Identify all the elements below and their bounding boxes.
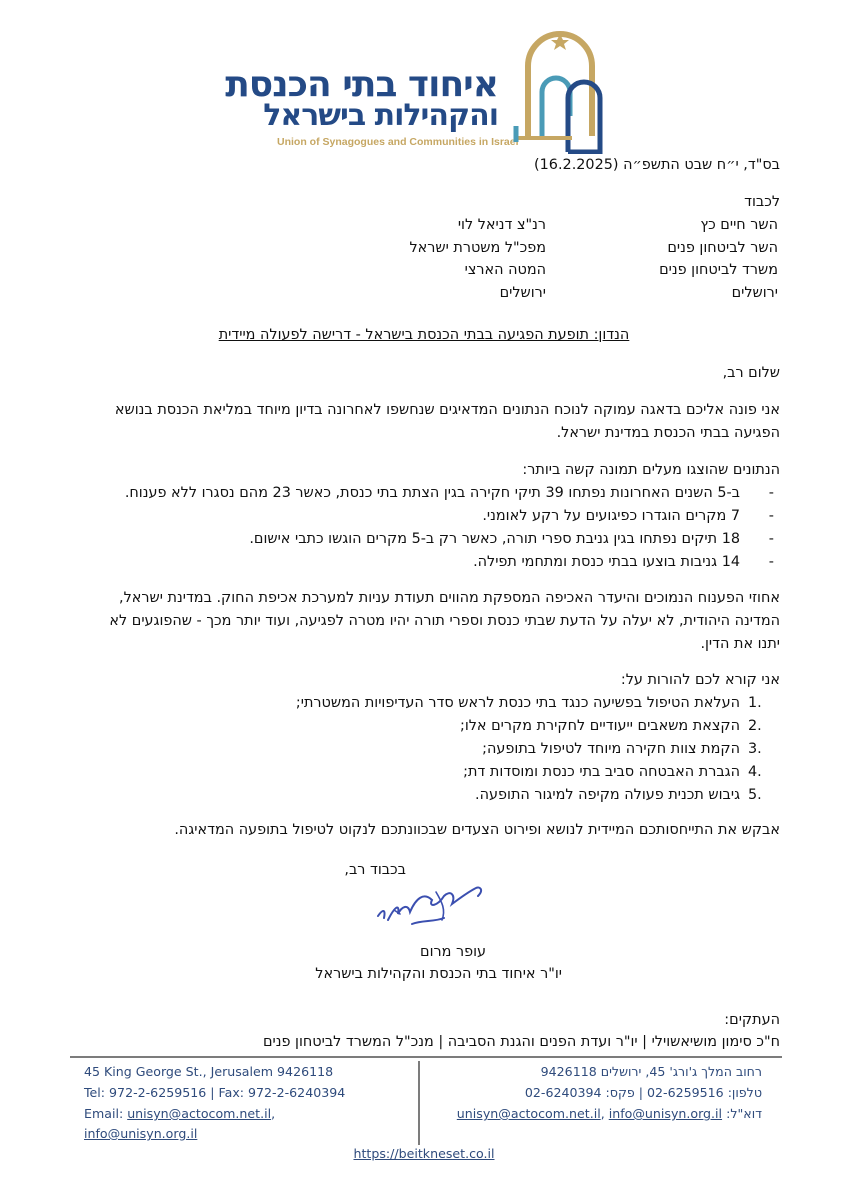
copies-label: העתקים: [724, 1012, 780, 1028]
logo-hebrew-line2: והקהילות בישראל [263, 98, 498, 133]
recipient-left-line: ירושלים [499, 285, 546, 301]
footer-phone-en: Tel: 972-2-6259516 | Fax: 972-2-6240394 [84, 1085, 346, 1100]
call-item-text: הקמת צוות חקירה מיוחד לטיפול בתופעה; [482, 741, 740, 757]
bullet-marker: - [768, 485, 774, 501]
analysis-line: יתנו את הדין. [700, 636, 780, 652]
subject-line [0, 327, 848, 343]
data-bullet: 7 מקרים הוגדרו כפיגועים על רקע לאומני. [482, 508, 740, 524]
footer-phone-he: טלפון: 02-6259516 | פקס: 02-6240394 [524, 1085, 762, 1100]
organization-logo [225, 26, 610, 154]
footer-email-links-he: unisyn@actocom.net.il, info@unisyn.org.il [456, 1106, 723, 1121]
handwritten-signature [372, 880, 492, 932]
data-heading: הנתונים שהוצגו מעלים תמונה קשה ביותר: [522, 462, 780, 478]
call-item-number: 2. [748, 718, 762, 734]
signer-name: עופר מרום [420, 944, 486, 960]
call-item-text: העלאת הטיפול בפשיעה כנגד בתי כנסת לראש סדר העדיפויות המשטרתי; [295, 695, 740, 711]
email-link-unisyn-he[interactable]: unisyn@actocom.net.il [456, 1106, 601, 1121]
data-bullet: 18 תיקים נפתחו בגין גניבת ספרי תורה, כאשר רק ב-5 מקרים הוגשו כתבי אישום. [249, 531, 740, 547]
call-item-text: הקצאת משאבים ייעודיים לחקירת מקרים אלו; [459, 718, 740, 734]
intro-line: אני פונה אליכם בדאגה עמוקה לנוכח הנתונים המדאיגים שנחשפו לאחרונה בדיון מיוחד במליאת הכנסת בנושא [114, 402, 780, 418]
recipient-left-line: מפכ"ל משטרת ישראל [409, 240, 546, 256]
synagogue-arch-icon [510, 26, 610, 154]
footer-email2-en [84, 1126, 197, 1141]
email-link-info-he[interactable]: info@unisyn.org.il [608, 1106, 723, 1121]
footer-email-label-en: Email: [84, 1106, 128, 1121]
logo-english-name: Union of Synagogues and Communities in Israel [277, 136, 519, 148]
bullet-marker: - [768, 531, 774, 547]
copies-text: ח"כ סימון מושיאשוילי | יו"ר ועדת הפנים והגנת הסביבה | מנכ"ל המשרד לביטחון פנים [262, 1034, 780, 1050]
document-date: בס"ד, י״ח שבט התשפ״ה (16.2.2025) [534, 157, 780, 173]
logo-hebrew-line1: איחוד בתי הכנסת [225, 64, 498, 105]
footer-email-he [457, 1106, 762, 1121]
footer-address-he: רחוב המלך ג'ורג' 45, ירושלים 9426118 [540, 1064, 762, 1079]
footer-divider [70, 1056, 782, 1058]
call-item-text: גיבוש תכנית פעולה מקיפה למיגור התופעה. [475, 787, 740, 803]
call-item-number: 3. [748, 741, 762, 757]
recipient-right-line: משרד לביטחון פנים [659, 262, 778, 278]
signer-title: יו"ר איחוד בתי הכנסת והקהילות בישראל [315, 966, 562, 982]
subject-text: הנדון: תופעת הפגיעה בבתי הכנסת בישראל - דרישה לפעולה מיידית [218, 327, 630, 343]
data-bullet: 14 גניבות בוצעו בבתי כנסת ומתחמי תפילה. [473, 554, 740, 570]
analysis-line: אחוזי הפענוח הנמוכים והיעדר האכיפה המספקת מהווים תעודת עניות למערכת אכיפת החוק. במדינת ישראל, [119, 590, 780, 606]
to-label: לכבוד [744, 194, 780, 210]
call-item-number: 1. [748, 695, 762, 711]
recipient-right-line: השר לביטחון פנים [667, 240, 778, 256]
footer-email-en [84, 1106, 275, 1121]
recipient-right-line: השר חיים כץ [700, 217, 778, 233]
intro-line: הפגיעה בבתי הכנסת במדינת ישראל. [556, 425, 780, 441]
footer-email-label-he: דוא"ל: [726, 1106, 762, 1121]
footer-comma: , [271, 1106, 276, 1121]
recipient-right-line: ירושלים [731, 285, 778, 301]
greeting: שלום רב, [722, 365, 780, 381]
email-link-info[interactable]: info@unisyn.org.il [84, 1126, 198, 1141]
footer-address-en: 45 King George St., Jerusalem 9426118 [84, 1064, 334, 1079]
sign-off: בכבוד רב, [344, 862, 406, 878]
recipient-left-line: רנ"צ דניאל לוי [457, 217, 546, 233]
data-bullet: ב-5 השנים האחרונות נפתחו 39 תיקי חקירה בגין הצתת בתי כנסת, כאשר 23 מהם נסגרו ללא פענוח. [124, 485, 740, 501]
closing-request: אבקש את התייחסותכם המיידית לנושא ופירוט הצעדים שבכוונתכם לנקוט לטיפול בתופעה המדאיגה. [174, 822, 780, 838]
call-item-number: 4. [748, 764, 762, 780]
bullet-marker: - [768, 554, 774, 570]
website-link[interactable]: https://beitkneset.co.il [353, 1146, 495, 1161]
call-item-number: 5. [748, 787, 762, 803]
footer-column-divider [418, 1061, 420, 1145]
call-heading: אני קורא לכם להורות על: [620, 672, 780, 688]
call-item-text: הגברת האבטחה סביב בתי כנסת ומוסדות דת; [463, 764, 740, 780]
analysis-line: המדינה היהודית, לא יעלה על הדעת שבתי כנסת וספרי תורה יהיו מטרה לפגיעה, ועוד יותר מכך - שהפוגעים לא [109, 613, 780, 629]
recipient-left-line: המטה הארצי [464, 262, 546, 278]
email-link-unisyn[interactable]: unisyn@actocom.net.il [127, 1106, 272, 1121]
bullet-marker: - [768, 508, 774, 524]
